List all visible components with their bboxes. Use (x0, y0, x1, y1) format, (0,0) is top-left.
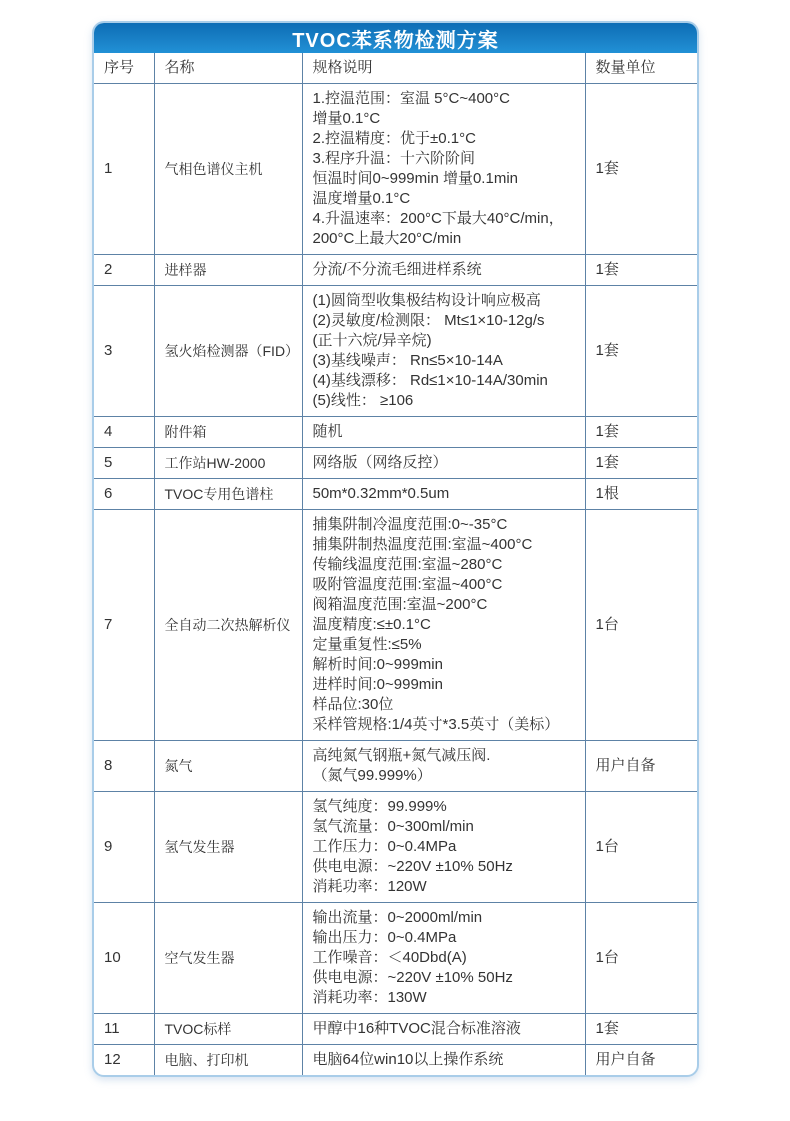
spec-line: 电脑64位win10以上操作系统 (312, 1051, 504, 1068)
item-qty-cell: 1套 (585, 1014, 697, 1045)
table-title-bar (94, 23, 697, 53)
spec-line: 2.控温精度：优于±0.1°C (312, 130, 476, 147)
item-name-cell: TVOC专用色谱柱 (154, 479, 302, 510)
table-row (94, 1014, 697, 1045)
spec-line: （氮气99.999%） (312, 767, 432, 784)
item-qty-cell: 1台 (585, 792, 697, 903)
spec-line: 定量重复性:≤5% (312, 636, 422, 653)
row-number-cell: 1 (94, 84, 154, 255)
spec-line: 氢气流量：0~300ml/min (312, 818, 474, 835)
item-qty-cell: 1台 (585, 903, 697, 1014)
item-spec-cell (302, 286, 585, 417)
table-row (94, 448, 697, 479)
item-name-cell: 氮气 (154, 741, 302, 792)
item-spec-cell (302, 448, 585, 479)
item-spec-cell (302, 1014, 585, 1045)
spec-line: 工作压力：0~0.4MPa (312, 838, 457, 855)
column-header-no: 序号 (94, 53, 154, 84)
row-number-cell: 4 (94, 417, 154, 448)
item-spec-cell (302, 255, 585, 286)
item-name-cell: 附件箱 (154, 417, 302, 448)
spec-line: 工作噪音：＜40Dbd(A) (312, 949, 467, 966)
item-spec-cell (302, 84, 585, 255)
spec-table (94, 53, 697, 1075)
spec-line: 温度精度:≤±0.1°C (312, 616, 431, 633)
item-name-cell: 工作站HW-2000 (154, 448, 302, 479)
spec-line: 甲醇中16种TVOC混合标准溶液 (312, 1020, 521, 1037)
item-name-cell: 电脑、打印机 (154, 1045, 302, 1076)
item-spec-cell (302, 792, 585, 903)
spec-line: 传输线温度范围:室温~280°C (312, 556, 503, 573)
spec-line: (3)基线噪声： Rn≤5×10-14A (312, 352, 503, 369)
item-spec-cell (302, 417, 585, 448)
page-title: TVOC苯系物检测方案 (292, 29, 499, 52)
spec-line: 3.程序升温：十六阶阶间 (312, 150, 476, 167)
spec-line: 氢气纯度：99.999% (312, 798, 447, 815)
column-header-name: 名称 (154, 53, 302, 84)
spec-line: 随机 (312, 423, 343, 440)
table-row (94, 286, 697, 417)
row-number-cell: 12 (94, 1045, 154, 1076)
item-spec-cell (302, 903, 585, 1014)
spec-line: (5)线性： ≥106 (312, 392, 414, 409)
spec-line: 捕集阱制热温度范围:室温~400°C (312, 536, 533, 553)
table-row (94, 255, 697, 286)
spec-line: 采样管规格:1/4英寸*3.5英寸（美标） (312, 716, 560, 733)
spec-line: (1)圆筒型收集极结构设计响应极高 (312, 292, 541, 309)
row-number-cell: 7 (94, 510, 154, 741)
item-name-cell: 氢气发生器 (154, 792, 302, 903)
item-qty-cell: 用户自备 (585, 1045, 697, 1076)
item-qty-cell: 1套 (585, 255, 697, 286)
table-body (94, 84, 697, 1076)
header-row (94, 53, 697, 84)
spec-line: 网络版（网络反控） (312, 454, 448, 471)
spec-line: 1.控温范围：室温 5°C~400°C (312, 90, 510, 107)
item-qty-cell: 1套 (585, 286, 697, 417)
spec-line: 高纯氮气钢瓶+氮气减压阀. (312, 747, 491, 764)
row-number-cell: 9 (94, 792, 154, 903)
row-number-cell: 10 (94, 903, 154, 1014)
spec-line: 恒温时间0~999min 增量0.1min (312, 170, 518, 187)
item-name-cell: TVOC标样 (154, 1014, 302, 1045)
spec-line: 分流/不分流毛细进样系统 (312, 261, 482, 278)
table-row (94, 479, 697, 510)
spec-line: 消耗功率：120W (312, 878, 427, 895)
table-row (94, 510, 697, 741)
item-qty-cell: 1套 (585, 448, 697, 479)
item-qty-cell: 1根 (585, 479, 697, 510)
spec-line: 解析时间:0~999min (312, 656, 443, 673)
row-number-cell: 5 (94, 448, 154, 479)
item-name-cell: 气相色谱仪主机 (154, 84, 302, 255)
spec-line: 阀箱温度范围:室温~200°C (312, 596, 488, 613)
spec-line: (2)灵敏度/检测限： Mt≤1×10-12g/s (312, 312, 545, 329)
item-qty-cell: 1套 (585, 417, 697, 448)
spec-line: 200°C上最大20°C/min (312, 230, 462, 247)
item-name-cell: 氢火焰检测器（FID） (154, 286, 302, 417)
spec-line: 供电电源：~220V ±10% 50Hz (312, 858, 513, 875)
item-spec-cell (302, 741, 585, 792)
spec-line: 50m*0.32mm*0.5um (312, 485, 450, 502)
spec-line: 样品位:30位 (312, 696, 394, 713)
spec-line: 输出流量：0~2000ml/min (312, 909, 483, 926)
spec-sheet-card (92, 21, 699, 1077)
spec-line: 消耗功率：130W (312, 989, 427, 1006)
spec-line: 增量0.1°C (312, 110, 381, 127)
spec-line: (正十六烷/异辛烷) (312, 332, 432, 349)
spec-line: 温度增量0.1°C (312, 190, 411, 207)
row-number-cell: 11 (94, 1014, 154, 1045)
item-qty-cell: 用户自备 (585, 741, 697, 792)
spec-line: (4)基线漂移： Rd≤1×10-14A/30min (312, 372, 548, 389)
table-row (94, 84, 697, 255)
column-header-qty: 数量单位 (585, 53, 697, 84)
item-qty-cell: 1台 (585, 510, 697, 741)
table-row (94, 792, 697, 903)
spec-line: 进样时间:0~999min (312, 676, 443, 693)
item-spec-cell (302, 510, 585, 741)
item-spec-cell (302, 479, 585, 510)
item-name-cell: 进样器 (154, 255, 302, 286)
row-number-cell: 6 (94, 479, 154, 510)
table-row (94, 903, 697, 1014)
row-number-cell: 3 (94, 286, 154, 417)
row-number-cell: 8 (94, 741, 154, 792)
table-row (94, 1045, 697, 1076)
column-header-spec: 规格说明 (302, 53, 585, 84)
row-number-cell: 2 (94, 255, 154, 286)
item-name-cell: 全自动二次热解析仪 (154, 510, 302, 741)
spec-line: 4.升温速率：200°C下最大40°C/min， (312, 210, 564, 227)
spec-line: 输出压力：0~0.4MPa (312, 929, 457, 946)
table-row (94, 741, 697, 792)
item-name-cell: 空气发生器 (154, 903, 302, 1014)
table-row (94, 417, 697, 448)
item-qty-cell: 1套 (585, 84, 697, 255)
spec-line: 吸附管温度范围:室温~400°C (312, 576, 503, 593)
spec-line: 供电电源：~220V ±10% 50Hz (312, 969, 513, 986)
item-spec-cell (302, 1045, 585, 1076)
spec-line: 捕集阱制冷温度范围:0~-35°C (312, 516, 508, 533)
